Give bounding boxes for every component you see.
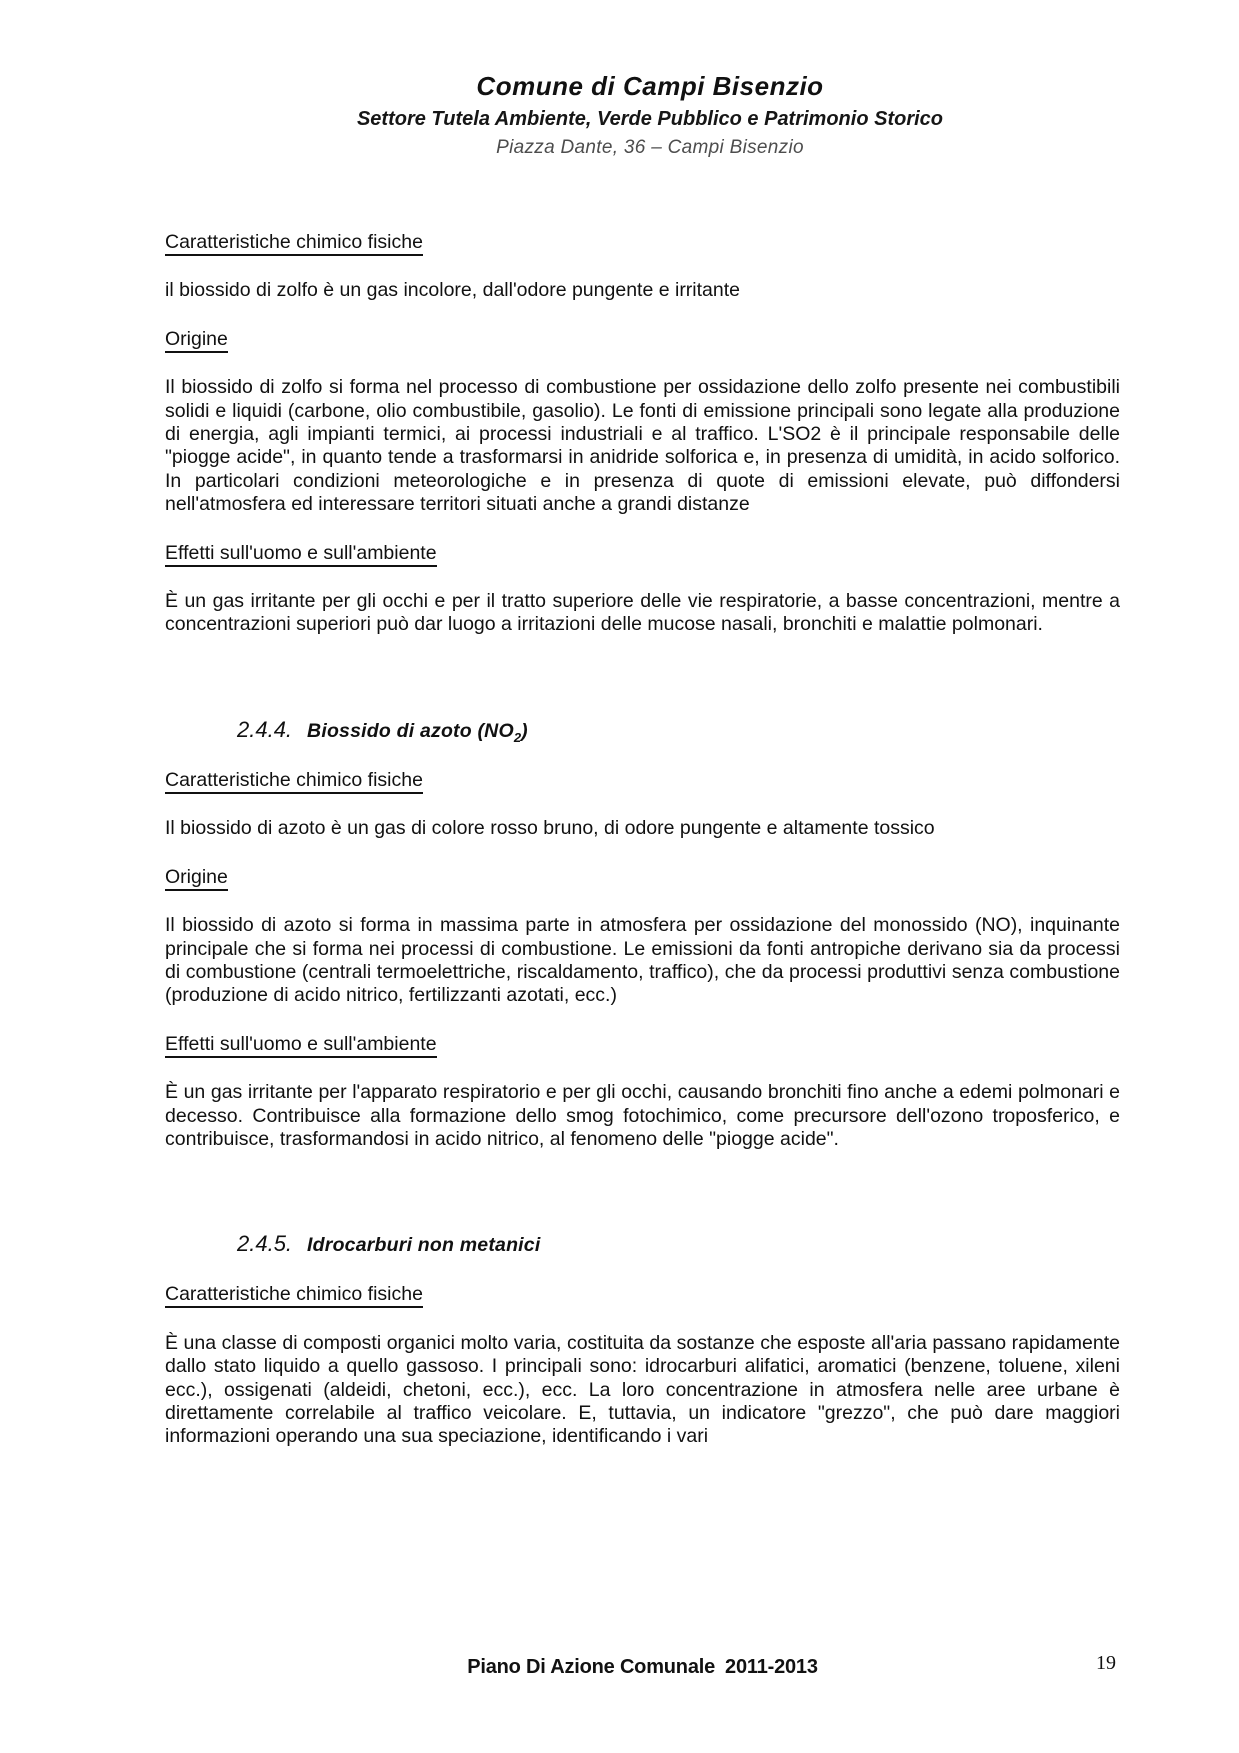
document-body	[165, 231, 1120, 1474]
section-subheading	[165, 328, 1120, 351]
paragraph: È un gas irritante per gli occhi e per il tratto superiore delle vie respiratorie, a basse concentrazioni, mentre a concentrazioni superiori può dar luogo a irritazioni delle mucose nasali, bronchiti e malattie polmonari.	[165, 590, 1120, 636]
section-subheading	[165, 866, 1120, 889]
paragraph: il biossido di zolfo è un gas incolore, dall'odore pungente e irritante	[165, 279, 741, 302]
footer-title-years: 2011-2013	[725, 1656, 818, 1678]
subheading-text: Origine	[165, 866, 228, 891]
subheading-text: Caratteristiche chimico fisiche	[165, 769, 423, 794]
subheading-text: Origine	[165, 328, 228, 353]
heading-title: Idrocarburi non metanici	[307, 1234, 541, 1257]
footer-title-label: Piano Di Azione Comunale	[467, 1656, 716, 1678]
heading-title-end: )	[521, 719, 528, 742]
document-header	[60, 72, 1239, 159]
section-subheading	[165, 1033, 1120, 1056]
section-subheading	[165, 1283, 1120, 1306]
subheading-text: Effetti sull'uomo e sull'ambiente	[165, 542, 437, 567]
paragraph: Il biossido di azoto si forma in massima parte in atmosfera per ossidazione del monossido (NO), inquinante principale che si forma nei processi di combustione. Le emissioni da fonti antropiche derivano sia da processi di combustione (centrali termoelettriche, riscaldamento, traffico), che da processi produttivi senza combustione (produzione di acido nitrico, fertilizzanti azotati, ecc.)	[165, 914, 1120, 1007]
numbered-heading	[165, 1231, 1120, 1258]
header-organization: Comune di Campi Bisenzio	[476, 71, 824, 101]
section-subheading	[165, 542, 1120, 565]
heading-number: 2.4.5.	[237, 1231, 293, 1257]
paragraph: È una classe di composti organici molto varia, costituita da sostanze che esposte all'aria passano rapidamente dallo stato liquido a quello gassoso. I principali sono: idrocarburi alifatici, aromatici (benzene, toluene, xileni ecc.), ossigenati (aldeidi, chetoni, ecc.), ecc. La loro concentrazione in atmosfera nelle aree urbane è direttamente correlabile al traffico veicolare. E, tuttavia, un indicatore "grezzo", che può dare maggiori informazioni operando una sua speciazione, identificando i vari	[165, 1331, 1120, 1448]
subheading-text: Caratteristiche chimico fisiche	[165, 231, 423, 256]
footer-title	[165, 1656, 1120, 1679]
header-department: Settore Tutela Ambiente, Verde Pubblico e Patrimonio Storico	[356, 107, 944, 130]
page-number: 19	[1096, 1652, 1116, 1674]
heading-number: 2.4.4.	[237, 716, 293, 742]
paragraph: Il biossido di zolfo si forma nel processo di combustione per ossidazione dello zolfo presente nei combustibili solidi e liquidi (carbone, olio combustibile, gasolio). Le fonti di emissione principali sono legate alla produzione di energia, agli impianti termici, ai processi industriali e al traffico. L'SO2 è il principale responsabile delle "piogge acide", in quanto tende a trasformarsi in anidride solforica e, in presenza di umidità, in acido solforico. In particolari condizioni meteorologiche e in presenza di quote di emissioni elevate, può diffondersi nell'atmosfera ed interessare territori situati anche a grandi distanze	[165, 376, 1120, 516]
subheading-text: Effetti sull'uomo e sull'ambiente	[165, 1033, 437, 1058]
section-subheading	[165, 231, 1120, 254]
paragraph: Il biossido di azoto è un gas di colore rosso bruno, di odore pungente e altamente tossico	[165, 817, 935, 840]
heading-title: Biossido di azoto (NO	[307, 719, 514, 742]
subheading-text: Caratteristiche chimico fisiche	[165, 1283, 423, 1308]
numbered-heading	[165, 717, 1120, 744]
heading-subscript: 2	[513, 729, 522, 745]
header-address: Piazza Dante, 36 – Campi Bisenzio	[496, 136, 804, 158]
section-subheading	[165, 769, 1120, 792]
paragraph: È un gas irritante per l'apparato respiratorio e per gli occhi, causando bronchiti fino anche a edemi polmonari e decesso. Contribuisce alla formazione dello smog fotochimico, come precursore dell'ozono troposferico, e contribuisce, trasformandosi in acido nitrico, al fenomeno delle "piogge acide".	[165, 1081, 1120, 1150]
